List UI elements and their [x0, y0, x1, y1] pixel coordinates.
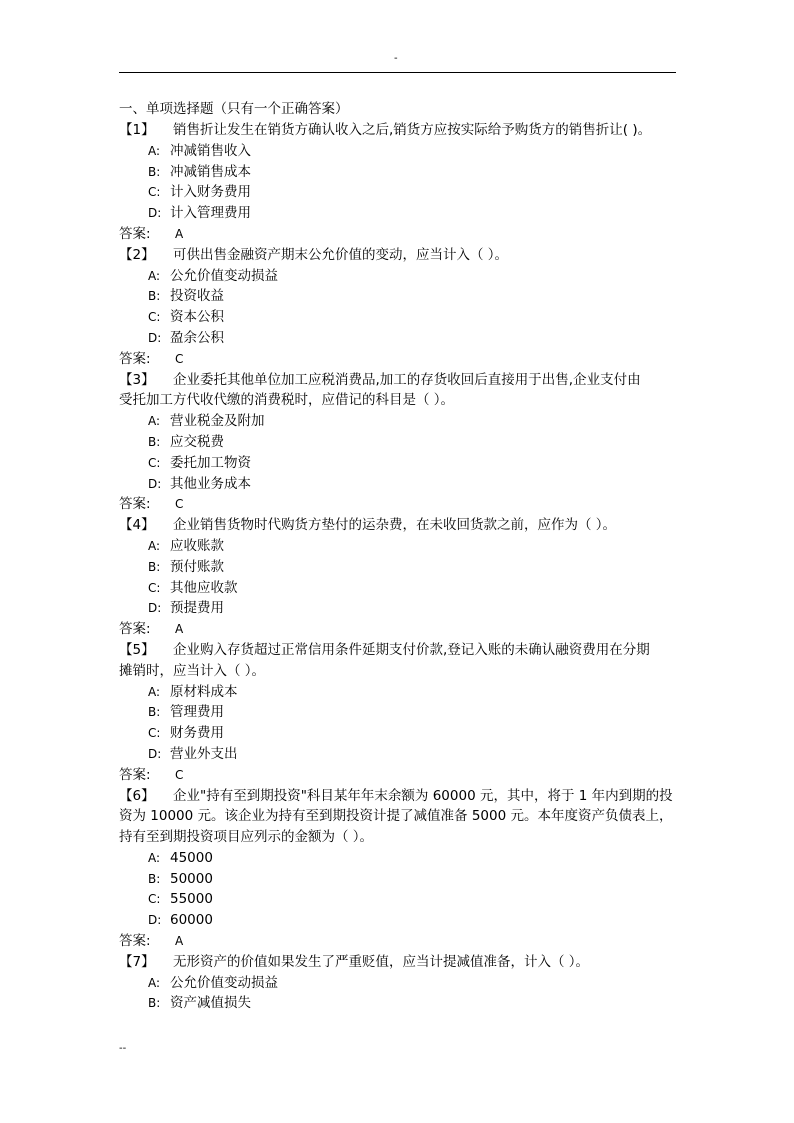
answer-label: 答案:: [119, 225, 151, 242]
question-number: 【3】: [119, 371, 155, 388]
question-text: 企业销售货物时代购货方垫付的运杂费，在未收回货款之前，应作为（ ）。: [173, 517, 617, 534]
option-item: [119, 910, 679, 931]
question-item: [119, 640, 679, 786]
option-list: [119, 848, 679, 931]
option-text: 计入财务费用: [170, 184, 251, 201]
option-text: 公允价值变动损益: [170, 974, 278, 991]
option-text: 预提费用: [170, 600, 224, 617]
answer-line: [119, 619, 679, 640]
option-letter: A:: [148, 850, 161, 865]
option-text: 盈余公积: [170, 329, 224, 346]
option-text: 预付账款: [170, 558, 224, 575]
option-letter: C:: [148, 185, 161, 200]
question-stem: [119, 640, 679, 661]
option-item: [119, 744, 679, 765]
option-item: [119, 432, 679, 453]
option-item: [119, 474, 679, 495]
option-item: [119, 869, 679, 890]
question-number: 【1】: [119, 122, 155, 138]
option-item: [119, 203, 679, 224]
answer-line: [119, 931, 679, 952]
option-letter: B:: [148, 996, 161, 1011]
option-item: [119, 557, 679, 578]
option-item: [119, 848, 679, 869]
question-item: [119, 120, 679, 245]
option-list: [119, 536, 679, 619]
option-letter: A:: [148, 538, 161, 553]
option-text: 45000: [170, 849, 213, 866]
question-text: 企业购入存货超过正常信用条件延期支付价款,登记入账的未确认融资费用在分期: [173, 641, 650, 658]
option-letter: C:: [148, 580, 161, 595]
option-letter: B:: [148, 705, 161, 720]
option-letter: D:: [148, 746, 162, 761]
option-text: 计入管理费用: [170, 205, 251, 222]
option-item: [119, 682, 679, 703]
answer-label: 答案:: [119, 621, 151, 638]
option-text: 公允价值变动损益: [170, 267, 278, 284]
answer-line: [119, 349, 679, 370]
option-item: [119, 141, 679, 162]
option-text: 资本公积: [170, 309, 224, 326]
question-text-continued: 摊销时，应当计入（ ）。: [119, 662, 266, 679]
question-number: 【6】: [119, 787, 155, 804]
question-number: 【4】: [119, 517, 155, 534]
question-item: [119, 370, 679, 516]
question-item: [119, 952, 679, 1014]
option-item: [119, 307, 679, 328]
option-list: [119, 141, 679, 224]
option-text: 管理费用: [170, 704, 224, 721]
question-item: [119, 515, 679, 640]
option-item: [119, 162, 679, 183]
option-text: 应收账款: [170, 537, 224, 554]
option-item: [119, 182, 679, 203]
option-text: 冲减销售成本: [170, 163, 251, 180]
option-letter: A:: [148, 684, 161, 699]
option-item: [119, 973, 679, 994]
option-text: 原材料成本: [170, 683, 238, 700]
option-letter: B:: [148, 434, 161, 449]
option-item: [119, 723, 679, 744]
question-number: 【5】: [119, 641, 155, 658]
option-text: 50000: [170, 870, 213, 887]
option-letter: C:: [148, 892, 161, 907]
option-item: [119, 286, 679, 307]
answer-line: [119, 494, 679, 515]
question-text-continued: 资为 10000 元。该企业为持有至到期投资计提了减值准备 5000 元。本年度资产负债表上，: [119, 808, 673, 825]
question-stem: [119, 120, 679, 141]
question-text: 企业"持有至到期投资"科目某年年末余额为 60000 元，其中，将于 1 年内到期的投: [173, 787, 673, 804]
option-item: [119, 702, 679, 723]
answer-label: 答案:: [119, 766, 151, 783]
answer-label: 答案:: [119, 496, 151, 513]
answer-value: C: [175, 497, 184, 512]
question-text-continued: 受托加工方代收代缴的消费税时，应借记的科目是（ ）。: [119, 392, 455, 409]
option-letter: A:: [148, 414, 161, 429]
option-letter: A:: [148, 975, 161, 990]
option-item: [119, 889, 679, 910]
answer-value: A: [175, 934, 184, 949]
option-text: 其他应收款: [170, 579, 238, 596]
option-text: 60000: [170, 912, 213, 929]
question-stem: [119, 952, 679, 973]
answer-line: [119, 765, 679, 786]
option-letter: B:: [148, 164, 161, 179]
option-letter: C:: [148, 455, 161, 470]
option-letter: C:: [148, 310, 161, 325]
option-letter: A:: [148, 143, 161, 158]
option-text: 资产减值损失: [170, 995, 251, 1012]
option-letter: B:: [148, 871, 161, 886]
section-title: 一、单项选择题（只有一个正确答案）: [119, 101, 349, 117]
option-item: [119, 266, 679, 287]
question-text-continued: 持有至到期投资项目应列示的金额为（ ）。: [119, 829, 374, 846]
answer-value: A: [175, 226, 184, 241]
question-text: 无形资产的价值如果发生了严重贬值，应当计提减值准备，计入（ ）。: [173, 953, 590, 970]
option-text: 应交税费: [170, 433, 224, 450]
answer-label: 答案:: [119, 350, 151, 367]
option-item: [119, 328, 679, 349]
option-item: [119, 598, 679, 619]
option-letter: B:: [148, 559, 161, 574]
question-stem: [119, 245, 679, 266]
option-text: 55000: [170, 891, 213, 908]
option-list: [119, 411, 679, 494]
question-stem: [119, 786, 679, 807]
option-list: [119, 973, 679, 1015]
answer-value: A: [175, 622, 184, 637]
option-text: 营业税金及附加: [170, 413, 265, 430]
question-text: 销售折让发生在销货方确认收入之后,销货方应按实际给予购货方的销售折让( )。: [173, 122, 652, 138]
option-item: [119, 453, 679, 474]
option-item: [119, 411, 679, 432]
question-number: 【2】: [119, 246, 155, 263]
option-letter: B:: [148, 289, 161, 304]
question-text: 可供出售金融资产期末公允价值的变动，应当计入（ ）。: [173, 246, 509, 263]
question-list: [119, 120, 679, 1014]
option-list: [119, 266, 679, 349]
answer-label: 答案:: [119, 933, 151, 950]
option-text: 财务费用: [170, 725, 224, 742]
option-item: [119, 578, 679, 599]
option-text: 冲减销售收入: [170, 142, 251, 159]
question-item: [119, 786, 679, 952]
option-text: 委托加工物资: [170, 454, 251, 471]
option-text: 其他业务成本: [170, 475, 251, 492]
question-stem: [119, 370, 679, 391]
option-letter: C:: [148, 726, 161, 741]
option-text: 投资收益: [170, 288, 224, 305]
option-item: [119, 993, 679, 1014]
answer-value: C: [175, 351, 184, 366]
footer-mark: --: [119, 1043, 127, 1054]
option-letter: D:: [148, 330, 162, 345]
option-item: [119, 536, 679, 557]
answer-value: C: [175, 767, 184, 782]
option-letter: D:: [148, 913, 162, 928]
answer-line: [119, 224, 679, 245]
option-text: 营业外支出: [170, 745, 238, 762]
option-letter: D:: [148, 206, 162, 221]
header-mark: -: [394, 53, 398, 64]
question-stem: [119, 515, 679, 536]
option-letter: A:: [148, 268, 161, 283]
option-list: [119, 682, 679, 765]
option-letter: D:: [148, 601, 162, 616]
option-letter: D:: [148, 476, 162, 491]
header-rule: [119, 72, 676, 73]
question-number: 【7】: [119, 953, 155, 970]
question-item: [119, 245, 679, 370]
question-text: 企业委托其他单位加工应税消费品,加工的存货收回后直接用于出售,企业支付由: [173, 371, 641, 388]
